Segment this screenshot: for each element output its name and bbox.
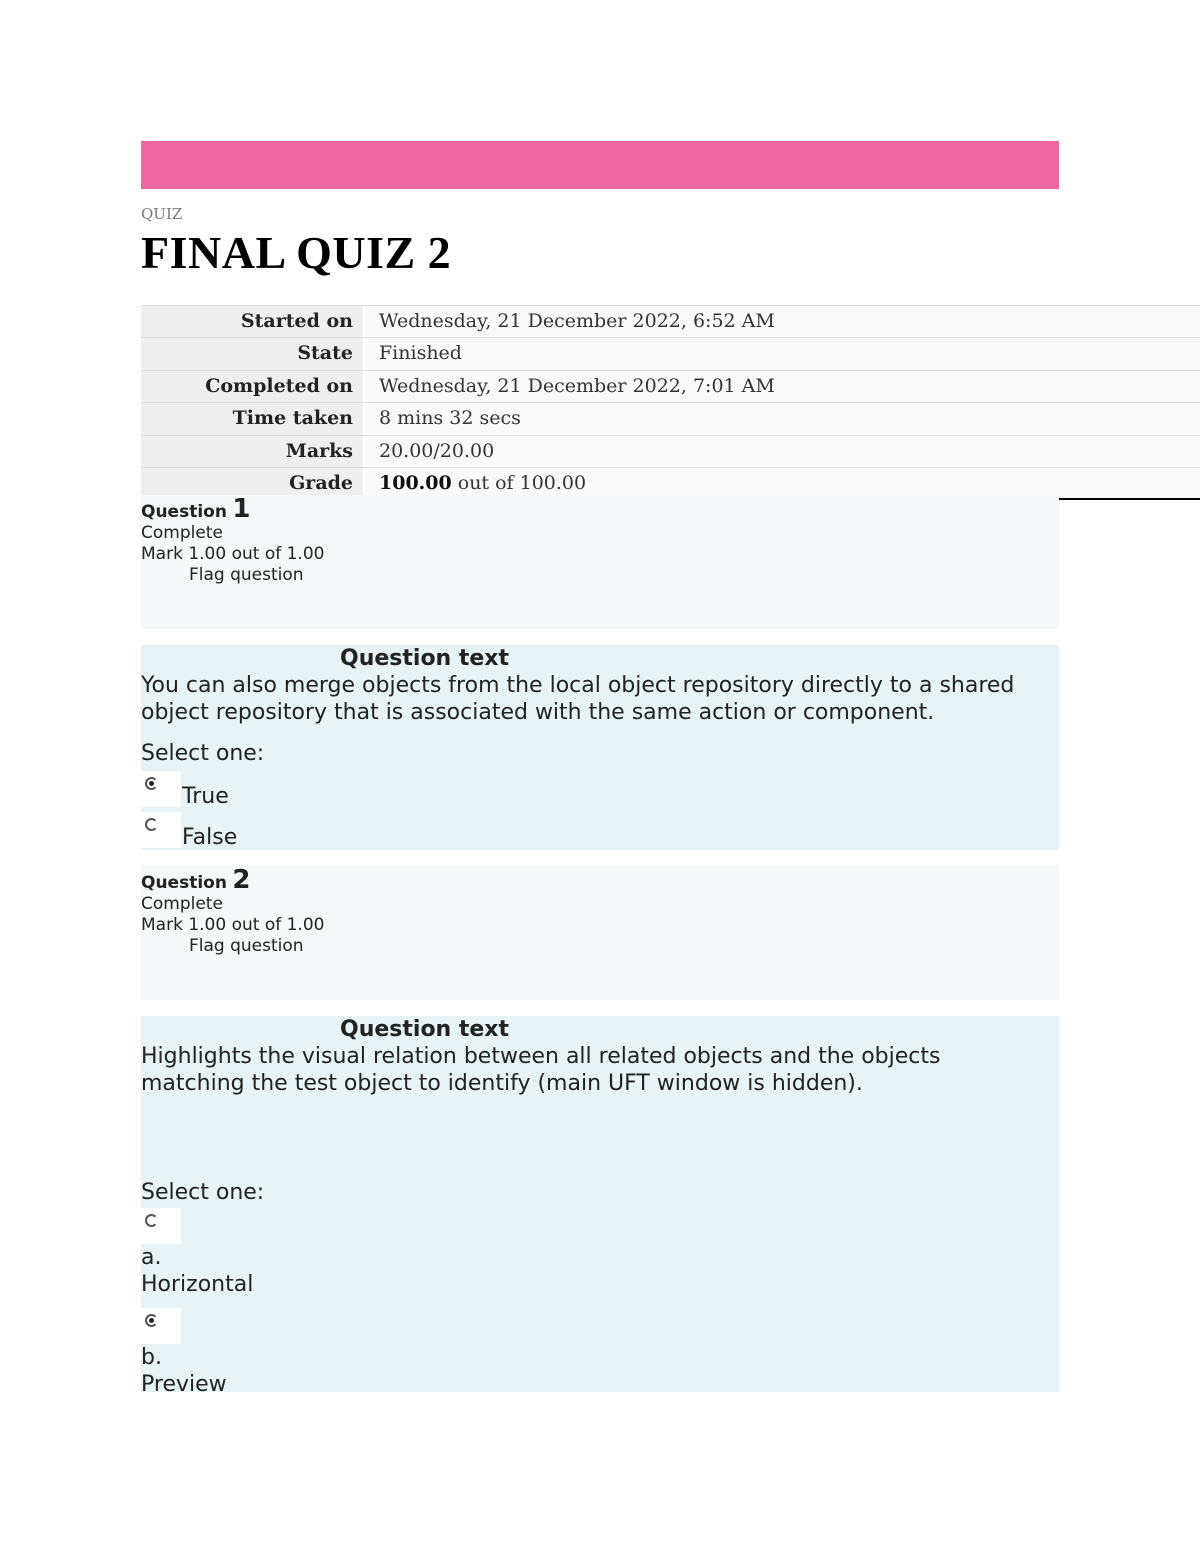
question-2-info [141,866,1059,1000]
radio-box[interactable] [141,1308,181,1344]
option-letter[interactable]: b. [141,1345,162,1370]
question-status: Complete [141,523,223,543]
question-2-text [141,1016,1059,1397]
radio-box[interactable] [141,812,181,848]
summary-row-marks [141,436,1200,468]
option-label[interactable]: False [182,825,238,850]
radio-box[interactable] [141,1208,181,1244]
grade-score: 100.00 [379,471,452,494]
question-number: 2 [232,865,251,895]
option-letter[interactable]: a. [141,1245,162,1270]
question-mark: Mark 1.00 out of 1.00 [141,544,325,564]
page-kicker: QUIZ [141,205,183,223]
radio-unselected-icon[interactable] [145,818,158,831]
summary-value: 20.00/20.00 [363,436,1200,467]
summary-label: Time taken [141,403,363,434]
summary-row-completed [141,371,1200,403]
summary-value [363,468,1200,498]
grade-out-of: out of 100.00 [451,471,587,494]
question-mark: Mark 1.00 out of 1.00 [141,915,325,935]
radio-selected-icon[interactable] [145,1314,158,1327]
header-banner [141,141,1059,189]
question-text-heading: Question text [340,646,510,671]
answer-option-b[interactable] [141,1308,1059,1398]
question-text-heading: Question text [340,1017,510,1042]
answer-option-a[interactable] [141,1208,1059,1298]
question-heading: Question [141,873,227,893]
attempt-summary-table [141,305,1200,500]
flag-question-link[interactable]: Flag question [189,936,304,956]
answer-option-false[interactable] [141,812,1059,853]
option-label[interactable]: Preview [141,1372,227,1397]
question-1-info [141,495,1059,629]
summary-value: Wednesday, 21 December 2022, 6:52 AM [363,306,1200,337]
summary-label: State [141,338,363,369]
select-one-label: Select one: [141,741,265,766]
select-one-label: Select one: [141,1180,265,1205]
radio-unselected-icon[interactable] [145,1214,158,1227]
question-1-text [141,645,1059,850]
summary-row-started [141,306,1200,338]
radio-selected-icon[interactable] [145,777,158,790]
page-title: FINAL QUIZ 2 [141,227,452,278]
summary-label: Grade [141,468,363,498]
question-status: Complete [141,894,223,914]
question-text-line: matching the test object to identify (main UFT window is hidden). [141,1071,863,1096]
question-number: 1 [232,494,251,524]
question-text-line: You can also merge objects from the local object repository directly to a shared [141,673,1015,698]
summary-value: Finished [363,338,1200,369]
option-label[interactable]: True [182,784,229,809]
flag-question-link[interactable]: Flag question [189,565,304,585]
question-text-line: Highlights the visual relation between all related objects and the objects [141,1044,941,1069]
radio-box[interactable] [141,771,181,807]
question-text-line: object repository that is associated with the same action or component. [141,700,935,725]
summary-value: Wednesday, 21 December 2022, 7:01 AM [363,371,1200,402]
summary-label: Marks [141,436,363,467]
summary-row-time-taken [141,403,1200,435]
summary-value: 8 mins 32 secs [363,403,1200,434]
summary-label: Completed on [141,371,363,402]
option-label[interactable]: Horizontal [141,1272,254,1297]
summary-label: Started on [141,306,363,337]
summary-row-state [141,338,1200,370]
question-heading: Question [141,502,227,522]
answer-option-true[interactable] [141,771,1059,812]
